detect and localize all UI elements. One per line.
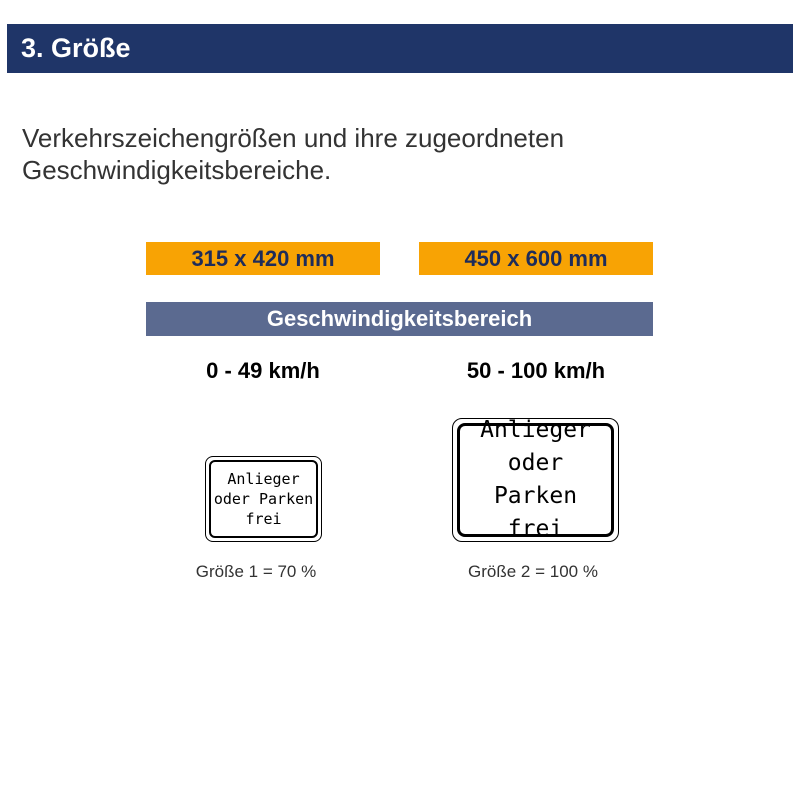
- size-caption-large: Größe 2 = 100 %: [468, 562, 598, 581]
- sign-line-2: oder Parken: [213, 490, 314, 508]
- intro-line-1: Verkehrszeichengrößen und ihre zugeordneten: [22, 123, 565, 153]
- sign-line-3: frei: [507, 516, 564, 542]
- intro-line-2: Geschwindigkeitsbereiche.: [22, 155, 332, 185]
- sign-line-2: oder Parken: [493, 450, 578, 509]
- size-label-small: 315 x 420 mm: [146, 242, 380, 275]
- speed-range-low: 0 - 49 km/h: [206, 358, 320, 383]
- size-caption-small: Größe 1 = 70 %: [195, 562, 317, 581]
- section-header: [7, 24, 793, 73]
- sign-line-1: Anlieger: [227, 470, 300, 488]
- traffic-sign-large: [452, 418, 619, 542]
- page-title: 3. Größe: [21, 33, 131, 63]
- size-label-large: 450 x 600 mm: [419, 242, 653, 275]
- speed-range-bar: Geschwindigkeitsbereich: [146, 302, 653, 336]
- speed-range-high: 50 - 100 km/h: [466, 358, 606, 383]
- sign-line-1: Anlieger: [480, 417, 591, 443]
- intro-text: [22, 122, 722, 186]
- traffic-sign-small: [205, 456, 322, 542]
- sign-frame: [457, 417, 614, 542]
- sign-line-3: frei: [245, 510, 282, 528]
- sign-frame: [209, 460, 318, 538]
